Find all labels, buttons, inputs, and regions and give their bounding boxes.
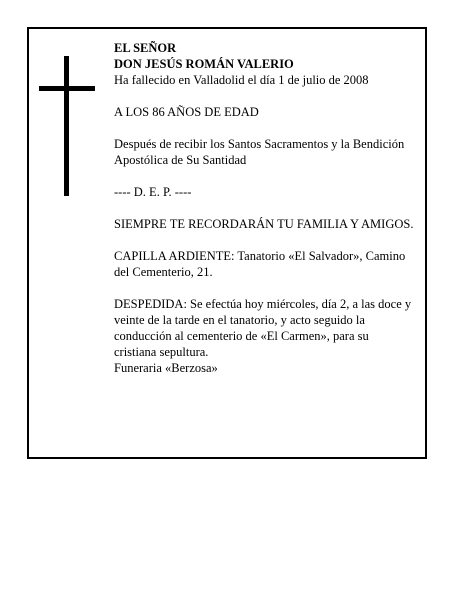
rest-in-peace: ---- D. E. P. ---- (114, 185, 192, 199)
age-statement: A LOS 86 AÑOS DE EDAD (114, 105, 259, 119)
farewell-details: DESPEDIDA: Se efectúa hoy miércoles, día 2, a las doce y veinte de la tarde en el tanatorio, y acto seguido la conducción al cementerio de «El Carmen», para su cristiana sepultura. (114, 297, 412, 359)
funeral-chapel: CAPILLA ARDIENTE: Tanatorio «El Salvador», Camino del Cementerio, 21. (114, 249, 406, 279)
deceased-title: EL SEÑOR (114, 41, 177, 55)
funeral-home: Funeraria «Berzosa» (114, 361, 218, 375)
sacraments-statement: Después de recibir los Santos Sacramentos y la Bendición Apostólica de Su Santidad (114, 137, 405, 167)
deceased-name: DON JESÚS ROMÁN VALERIO (114, 57, 294, 71)
cross-vertical-bar (64, 56, 69, 196)
death-statement: Ha fallecido en Valladolid el día 1 de julio de 2008 (114, 73, 369, 87)
family-remembrance: SIEMPRE TE RECORDARÁN TU FAMILIA Y AMIGOS. (114, 217, 414, 231)
obituary-text (114, 40, 414, 376)
cross-horizontal-bar (39, 86, 95, 91)
